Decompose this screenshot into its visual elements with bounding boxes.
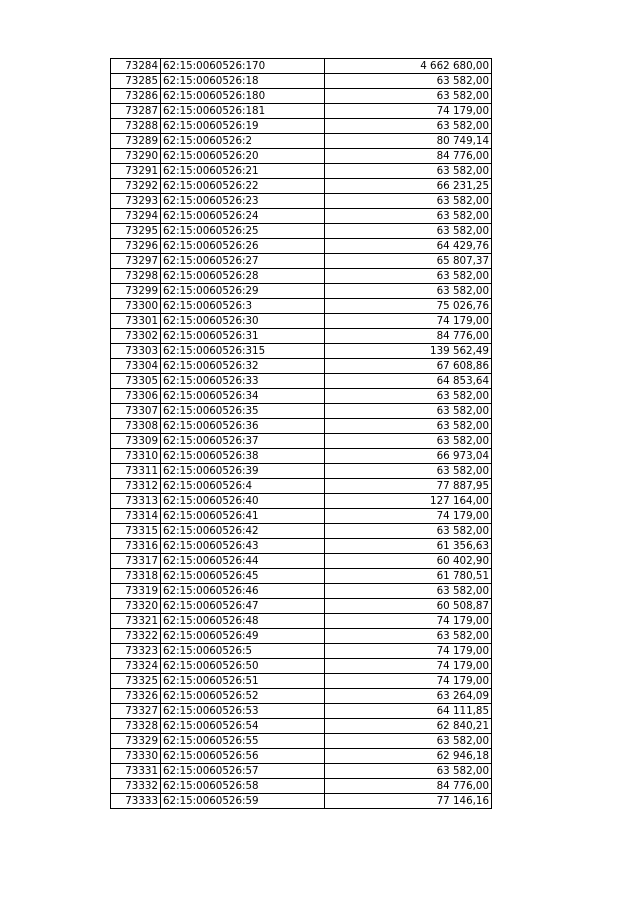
table-row bbox=[111, 449, 492, 464]
row-number-cell: 73330 bbox=[111, 749, 161, 764]
cadastral-value-cell: 84 776,00 bbox=[325, 329, 492, 344]
table-row bbox=[111, 629, 492, 644]
table-body bbox=[111, 59, 492, 809]
row-number-cell: 73284 bbox=[111, 59, 161, 74]
cadastral-number-cell: 62:15:0060526:21 bbox=[161, 164, 325, 179]
table-row bbox=[111, 59, 492, 74]
cadastral-value-cell: 64 853,64 bbox=[325, 374, 492, 389]
table-row bbox=[111, 509, 492, 524]
cadastral-value-cell: 63 582,00 bbox=[325, 284, 492, 299]
cadastral-number-cell: 62:15:0060526:59 bbox=[161, 794, 325, 809]
cadastral-number-cell: 62:15:0060526:44 bbox=[161, 554, 325, 569]
cadastral-value-cell: 4 662 680,00 bbox=[325, 59, 492, 74]
cadastral-number-cell: 62:15:0060526:35 bbox=[161, 404, 325, 419]
cadastral-value-cell: 74 179,00 bbox=[325, 509, 492, 524]
cadastral-number-cell: 62:15:0060526:41 bbox=[161, 509, 325, 524]
table-row bbox=[111, 179, 492, 194]
cadastral-number-cell: 62:15:0060526:53 bbox=[161, 704, 325, 719]
cadastral-number-cell: 62:15:0060526:25 bbox=[161, 224, 325, 239]
row-number-cell: 73285 bbox=[111, 74, 161, 89]
table-row bbox=[111, 329, 492, 344]
cadastral-value-cell: 74 179,00 bbox=[325, 674, 492, 689]
cadastral-value-cell: 77 146,16 bbox=[325, 794, 492, 809]
cadastral-number-cell: 62:15:0060526:46 bbox=[161, 584, 325, 599]
cadastral-value-cell: 62 946,18 bbox=[325, 749, 492, 764]
row-number-cell: 73300 bbox=[111, 299, 161, 314]
table-row bbox=[111, 794, 492, 809]
row-number-cell: 73301 bbox=[111, 314, 161, 329]
table-row bbox=[111, 569, 492, 584]
cadastral-value-cell: 63 582,00 bbox=[325, 734, 492, 749]
row-number-cell: 73329 bbox=[111, 734, 161, 749]
table-row bbox=[111, 779, 492, 794]
row-number-cell: 73323 bbox=[111, 644, 161, 659]
cadastral-value-cell: 63 582,00 bbox=[325, 89, 492, 104]
table-row bbox=[111, 464, 492, 479]
table-row bbox=[111, 524, 492, 539]
cadastral-number-cell: 62:15:0060526:19 bbox=[161, 119, 325, 134]
cadastral-value-cell: 65 807,37 bbox=[325, 254, 492, 269]
cadastral-number-cell: 62:15:0060526:58 bbox=[161, 779, 325, 794]
cadastral-value-cell: 63 582,00 bbox=[325, 194, 492, 209]
cadastral-number-cell: 62:15:0060526:4 bbox=[161, 479, 325, 494]
cadastral-number-cell: 62:15:0060526:20 bbox=[161, 149, 325, 164]
cadastral-value-cell: 63 582,00 bbox=[325, 209, 492, 224]
row-number-cell: 73294 bbox=[111, 209, 161, 224]
row-number-cell: 73298 bbox=[111, 269, 161, 284]
cadastral-value-cell: 84 776,00 bbox=[325, 779, 492, 794]
cadastral-value-cell: 63 264,09 bbox=[325, 689, 492, 704]
cadastral-value-cell: 63 582,00 bbox=[325, 119, 492, 134]
cadastral-number-cell: 62:15:0060526:28 bbox=[161, 269, 325, 284]
table-row bbox=[111, 419, 492, 434]
cadastral-value-cell: 63 582,00 bbox=[325, 404, 492, 419]
cadastral-number-cell: 62:15:0060526:170 bbox=[161, 59, 325, 74]
table-row bbox=[111, 614, 492, 629]
table-row bbox=[111, 374, 492, 389]
cadastral-number-cell: 62:15:0060526:27 bbox=[161, 254, 325, 269]
cadastral-value-cell: 64 111,85 bbox=[325, 704, 492, 719]
cadastral-number-cell: 62:15:0060526:23 bbox=[161, 194, 325, 209]
table-row bbox=[111, 209, 492, 224]
cadastral-number-cell: 62:15:0060526:57 bbox=[161, 764, 325, 779]
row-number-cell: 73319 bbox=[111, 584, 161, 599]
table-row bbox=[111, 359, 492, 374]
cadastral-value-cell: 75 026,76 bbox=[325, 299, 492, 314]
cadastral-value-cell: 63 582,00 bbox=[325, 524, 492, 539]
cadastral-value-cell: 74 179,00 bbox=[325, 314, 492, 329]
row-number-cell: 73312 bbox=[111, 479, 161, 494]
row-number-cell: 73289 bbox=[111, 134, 161, 149]
cadastral-number-cell: 62:15:0060526:43 bbox=[161, 539, 325, 554]
cadastral-value-cell: 74 179,00 bbox=[325, 104, 492, 119]
table-row bbox=[111, 284, 492, 299]
row-number-cell: 73295 bbox=[111, 224, 161, 239]
cadastral-number-cell: 62:15:0060526:180 bbox=[161, 89, 325, 104]
row-number-cell: 73324 bbox=[111, 659, 161, 674]
table-row bbox=[111, 539, 492, 554]
row-number-cell: 73303 bbox=[111, 344, 161, 359]
row-number-cell: 73311 bbox=[111, 464, 161, 479]
row-number-cell: 73296 bbox=[111, 239, 161, 254]
cadastral-value-cell: 77 887,95 bbox=[325, 479, 492, 494]
table-row bbox=[111, 689, 492, 704]
table-row bbox=[111, 674, 492, 689]
table-row bbox=[111, 104, 492, 119]
row-number-cell: 73327 bbox=[111, 704, 161, 719]
row-number-cell: 73286 bbox=[111, 89, 161, 104]
row-number-cell: 73306 bbox=[111, 389, 161, 404]
cadastral-value-cell: 84 776,00 bbox=[325, 149, 492, 164]
cadastral-value-cell: 63 582,00 bbox=[325, 629, 492, 644]
cadastral-number-cell: 62:15:0060526:37 bbox=[161, 434, 325, 449]
row-number-cell: 73321 bbox=[111, 614, 161, 629]
table-row bbox=[111, 149, 492, 164]
cadastral-number-cell: 62:15:0060526:52 bbox=[161, 689, 325, 704]
cadastral-value-cell: 80 749,14 bbox=[325, 134, 492, 149]
cadastral-number-cell: 62:15:0060526:34 bbox=[161, 389, 325, 404]
row-number-cell: 73293 bbox=[111, 194, 161, 209]
table-row bbox=[111, 134, 492, 149]
table-row bbox=[111, 89, 492, 104]
cadastral-value-cell: 63 582,00 bbox=[325, 464, 492, 479]
row-number-cell: 73310 bbox=[111, 449, 161, 464]
cadastral-value-cell: 74 179,00 bbox=[325, 644, 492, 659]
row-number-cell: 73326 bbox=[111, 689, 161, 704]
cadastral-number-cell: 62:15:0060526:55 bbox=[161, 734, 325, 749]
cadastral-value-cell: 74 179,00 bbox=[325, 614, 492, 629]
row-number-cell: 73332 bbox=[111, 779, 161, 794]
cadastral-value-cell: 63 582,00 bbox=[325, 74, 492, 89]
cadastral-value-cell: 66 973,04 bbox=[325, 449, 492, 464]
cadastral-number-cell: 62:15:0060526:24 bbox=[161, 209, 325, 224]
table-row bbox=[111, 299, 492, 314]
cadastral-value-cell: 63 582,00 bbox=[325, 269, 492, 284]
row-number-cell: 73309 bbox=[111, 434, 161, 449]
cadastral-number-cell: 62:15:0060526:32 bbox=[161, 359, 325, 374]
cadastral-number-cell: 62:15:0060526:5 bbox=[161, 644, 325, 659]
row-number-cell: 73297 bbox=[111, 254, 161, 269]
cadastral-number-cell: 62:15:0060526:31 bbox=[161, 329, 325, 344]
table-row bbox=[111, 734, 492, 749]
cadastral-number-cell: 62:15:0060526:30 bbox=[161, 314, 325, 329]
table-row bbox=[111, 119, 492, 134]
table-row bbox=[111, 749, 492, 764]
table-row bbox=[111, 314, 492, 329]
cadastral-number-cell: 62:15:0060526:39 bbox=[161, 464, 325, 479]
cadastral-number-cell: 62:15:0060526:50 bbox=[161, 659, 325, 674]
cadastral-number-cell: 62:15:0060526:47 bbox=[161, 599, 325, 614]
table-row bbox=[111, 224, 492, 239]
row-number-cell: 73307 bbox=[111, 404, 161, 419]
row-number-cell: 73328 bbox=[111, 719, 161, 734]
cadastral-value-cell: 60 508,87 bbox=[325, 599, 492, 614]
cadastral-value-cell: 61 780,51 bbox=[325, 569, 492, 584]
cadastral-number-cell: 62:15:0060526:22 bbox=[161, 179, 325, 194]
row-number-cell: 73320 bbox=[111, 599, 161, 614]
row-number-cell: 73322 bbox=[111, 629, 161, 644]
cadastral-value-cell: 61 356,63 bbox=[325, 539, 492, 554]
row-number-cell: 73316 bbox=[111, 539, 161, 554]
row-number-cell: 73315 bbox=[111, 524, 161, 539]
cadastral-value-cell: 63 582,00 bbox=[325, 764, 492, 779]
cadastral-number-cell: 62:15:0060526:45 bbox=[161, 569, 325, 584]
row-number-cell: 73299 bbox=[111, 284, 161, 299]
cadastral-number-cell: 62:15:0060526:36 bbox=[161, 419, 325, 434]
cadastral-number-cell: 62:15:0060526:29 bbox=[161, 284, 325, 299]
table-row bbox=[111, 164, 492, 179]
cadastral-number-cell: 62:15:0060526:49 bbox=[161, 629, 325, 644]
cadastral-number-cell: 62:15:0060526:56 bbox=[161, 749, 325, 764]
table-row bbox=[111, 554, 492, 569]
row-number-cell: 73318 bbox=[111, 569, 161, 584]
cadastral-value-cell: 139 562,49 bbox=[325, 344, 492, 359]
cadastral-number-cell: 62:15:0060526:33 bbox=[161, 374, 325, 389]
table-row bbox=[111, 479, 492, 494]
row-number-cell: 73331 bbox=[111, 764, 161, 779]
row-number-cell: 73291 bbox=[111, 164, 161, 179]
cadastral-value-cell: 63 582,00 bbox=[325, 389, 492, 404]
row-number-cell: 73290 bbox=[111, 149, 161, 164]
table-row bbox=[111, 254, 492, 269]
cadastral-number-cell: 62:15:0060526:2 bbox=[161, 134, 325, 149]
cadastral-value-cell: 60 402,90 bbox=[325, 554, 492, 569]
table-row bbox=[111, 194, 492, 209]
cadastral-number-cell: 62:15:0060526:42 bbox=[161, 524, 325, 539]
row-number-cell: 73314 bbox=[111, 509, 161, 524]
row-number-cell: 73313 bbox=[111, 494, 161, 509]
row-number-cell: 73325 bbox=[111, 674, 161, 689]
cadastral-value-cell: 127 164,00 bbox=[325, 494, 492, 509]
row-number-cell: 73333 bbox=[111, 794, 161, 809]
table-row bbox=[111, 404, 492, 419]
cadastral-number-cell: 62:15:0060526:54 bbox=[161, 719, 325, 734]
cadastral-value-cell: 63 582,00 bbox=[325, 584, 492, 599]
row-number-cell: 73305 bbox=[111, 374, 161, 389]
table-row bbox=[111, 239, 492, 254]
table-row bbox=[111, 719, 492, 734]
table-row bbox=[111, 344, 492, 359]
cadastral-number-cell: 62:15:0060526:48 bbox=[161, 614, 325, 629]
cadastral-value-cell: 63 582,00 bbox=[325, 434, 492, 449]
table-row bbox=[111, 659, 492, 674]
cadastral-value-cell: 66 231,25 bbox=[325, 179, 492, 194]
cadastral-number-cell: 62:15:0060526:26 bbox=[161, 239, 325, 254]
cadastral-number-cell: 62:15:0060526:3 bbox=[161, 299, 325, 314]
cadastral-value-cell: 63 582,00 bbox=[325, 164, 492, 179]
row-number-cell: 73302 bbox=[111, 329, 161, 344]
cadastral-value-cell: 63 582,00 bbox=[325, 419, 492, 434]
cadastral-value-cell: 63 582,00 bbox=[325, 224, 492, 239]
cadastral-number-cell: 62:15:0060526:181 bbox=[161, 104, 325, 119]
table-row bbox=[111, 764, 492, 779]
cadastral-number-cell: 62:15:0060526:40 bbox=[161, 494, 325, 509]
table-row bbox=[111, 389, 492, 404]
table-row bbox=[111, 704, 492, 719]
table-row bbox=[111, 599, 492, 614]
row-number-cell: 73308 bbox=[111, 419, 161, 434]
cadastral-value-cell: 67 608,86 bbox=[325, 359, 492, 374]
cadastral-number-cell: 62:15:0060526:38 bbox=[161, 449, 325, 464]
table-row bbox=[111, 269, 492, 284]
table-row bbox=[111, 74, 492, 89]
table-row bbox=[111, 584, 492, 599]
cadastral-number-cell: 62:15:0060526:51 bbox=[161, 674, 325, 689]
row-number-cell: 73287 bbox=[111, 104, 161, 119]
table-row bbox=[111, 434, 492, 449]
row-number-cell: 73304 bbox=[111, 359, 161, 374]
cadastral-value-cell: 74 179,00 bbox=[325, 659, 492, 674]
cadastral-number-cell: 62:15:0060526:18 bbox=[161, 74, 325, 89]
row-number-cell: 73288 bbox=[111, 119, 161, 134]
table-row bbox=[111, 644, 492, 659]
cadastral-value-table bbox=[110, 58, 492, 809]
table-row bbox=[111, 494, 492, 509]
cadastral-value-cell: 64 429,76 bbox=[325, 239, 492, 254]
cadastral-number-cell: 62:15:0060526:315 bbox=[161, 344, 325, 359]
cadastral-value-cell: 62 840,21 bbox=[325, 719, 492, 734]
row-number-cell: 73292 bbox=[111, 179, 161, 194]
row-number-cell: 73317 bbox=[111, 554, 161, 569]
